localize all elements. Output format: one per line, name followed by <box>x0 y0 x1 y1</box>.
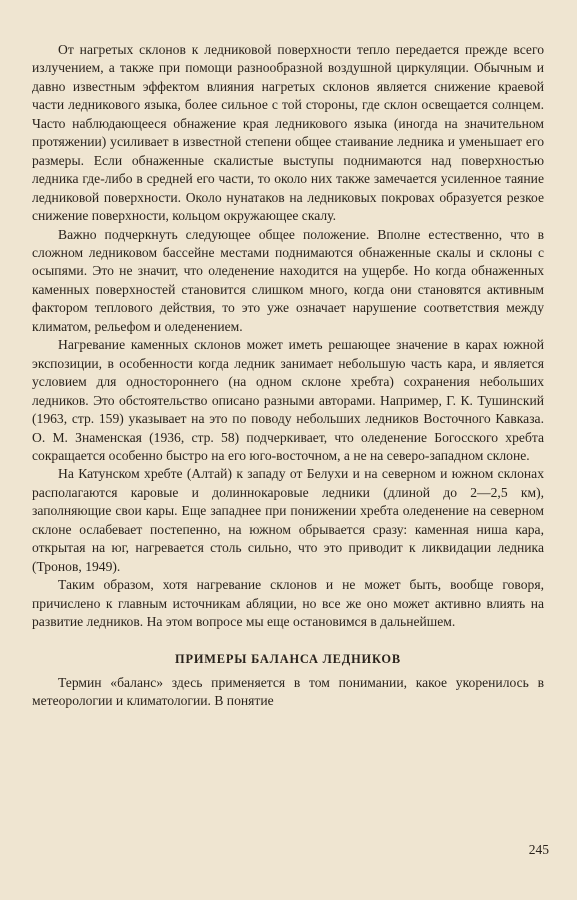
paragraph-conclusion: Таким образом, хотя нагревание склонов и не может быть, вообще говоря, причислено к главным источникам абляции, но все же оно может активно влиять на развитие ледников. На этом вопросе мы еще остановимся в дальнейшем. <box>32 577 544 630</box>
paragraph-general-principle: Важно подчеркнуть следующее общее положение. Вполне естественно, что в сложном ледниковом бассейне местами поднимаются обнаженные скалы и склоны с осыпями. Это не значит, что оледенение находится на ущербе. Но когда обнаженных каменных поверхностей становится слишком много, когда они становятся активным фактором теплового действия, то это уже означает нарушение соответствия между климатом, рельефом и оледенением. <box>32 226 544 334</box>
paragraph-katun-range: На Катунском хребте (Алтай) к западу от Белухи и на северном и южном склонах располагаются каровые и долиннокаровые ледники (длиной до 2—2,5 км), заполняющие свои кары. Еще западнее при понижении хребта оледенение на северном склоне ослабевает постепенно, на южном обрывается сразу: каменная ниша кара, открытая на юг, нагревается столь сильно, что это приводит к ликвидации ледника (Тронов, 1949). <box>32 466 544 574</box>
paragraph-heated-slopes: От нагретых склонов к ледниковой поверхности тепло передается прежде всего излучением, а также при помощи разнообразной воздушной циркуляции. Обычным и давно известным эффектом влияния нагретых склонов является снижение краевой части ледникового языка, более сильное с той стороны, где склон освещается солнцем. Часто наблюдающееся обнажение края ледникового языка (иногда на значительном протяжении) усиливает в известной степени общее стаивание ледника и уменьшает его размеры. Если обнаженные скалистые выступы поднимаются над поверхностью ледника где-либо в средней его части, то около них также замечается усиленное таяние ледниковой поверхности. Около нунатаков на ледниковых покровах образуется резкое снижение поверхности, кольцом окружающее скалу. <box>32 42 544 224</box>
paragraph-southern-cirques: Нагревание каменных склонов может иметь решающее значение в карах южной экспозиции, в особенности когда ледник занимает небольшую часть кара, и является условием для одностороннего (на одном склоне хребта) сохранения небольших ледников. Это обстоятельство описано разными авторами. Например, Г. К. Тушинский (1963, стр. 159) указывает на это по поводу небольших ледников Восточного Кавказа. О. М. Знаменская (1936, стр. 58) подчеркивает, что оледенение Богосского хребта сокращается особенно быстро на его юго-восточном, а не на северо-западном склоне. <box>32 337 544 463</box>
section-heading: ПРИМЕРЫ БАЛАНСА ЛЕДНИКОВ <box>175 651 401 666</box>
page-number: 245 <box>528 842 549 857</box>
paragraph-balance-term: Термин «баланс» здесь применяется в том понимании, какое укоренилось в метеорологии и климатологии. В понятие <box>32 674 544 709</box>
body-text <box>32 41 544 711</box>
